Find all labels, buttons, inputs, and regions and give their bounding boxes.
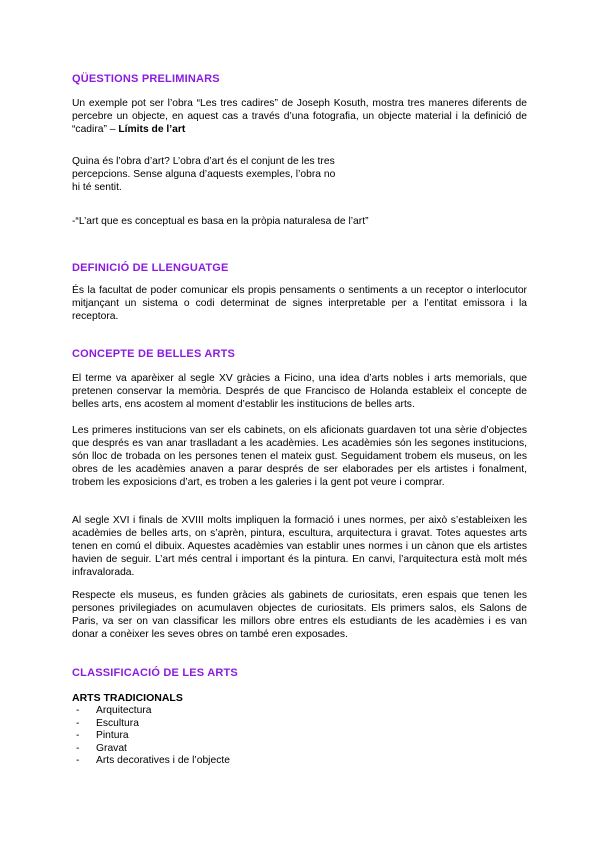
list-item	[72, 743, 230, 756]
paragraph-segle-xvi: Al segle XVI i finals de XVIII molts impliquen la formació i unes normes, per això s’estableixen les acadèmies de belles arts, on s’aprèn, pintura, escultura, arquitectura i gravat. Totes aquestes arts tenen en comú el dibuix. Aquestes acadèmies van establir unes normes i un cànon que els artistes havien de seguir. L’art més central i important és la pintura. En canvi, l’arquitectura està molt més infravalorada.	[72, 515, 527, 578]
list-item-label: Gravat	[96, 742, 127, 754]
paragraph-kosuth	[72, 98, 527, 137]
heading-concepte-belles-arts: CONCEPTE DE BELLES ARTS	[72, 348, 236, 360]
heading-definicio-llenguatge: DEFINICIÓ DE LLENGUATGE	[72, 262, 229, 274]
list-dash: -	[76, 705, 80, 716]
list-item	[72, 755, 230, 768]
list-item	[72, 718, 230, 731]
list-item-label: Arquitectura	[96, 705, 152, 716]
list-dash: -	[76, 717, 80, 729]
paragraph-quote: -“L’art que es conceptual es basa en la pròpia naturalesa de l’art”	[72, 216, 369, 227]
heading-questions-preliminars: QÜESTIONS PRELIMINARS	[72, 73, 220, 85]
list-dash: -	[76, 730, 80, 742]
list-dash: -	[76, 755, 80, 767]
list-item	[72, 730, 230, 743]
heading-classificacio-arts: CLASSIFICACIÓ DE LES ARTS	[72, 667, 238, 679]
arts-tradicionals-list	[72, 705, 230, 768]
paragraph-llenguatge: És la facultat de poder comunicar els propis pensaments o sentiments a un receptor o interlocutor mitjançant un sistema o codi determinat de signes interpretable per a l’entitat emissora i la receptora.	[72, 285, 527, 322]
limits-art-bold: Límits de l’art	[118, 123, 186, 135]
subheading-arts-tradicionals: ARTS TRADICIONALS	[72, 692, 183, 704]
list-dash: -	[76, 742, 80, 754]
list-item-label: Arts decoratives i de l’objecte	[96, 755, 230, 767]
list-item-label: Pintura	[96, 730, 129, 742]
paragraph-segle-xv: El terme va aparèixer al segle XV gràcies a Ficino, una idea d’arts nobles i arts memorials, que pretenen conservar la memòria. Després de que Francisco de Holanda estableix el concepte de belles arts, ens acostem al moment d’establir les institucions de belles arts.	[72, 373, 527, 410]
paragraph-kosuth-text: Un exemple pot ser l’obra “Les tres cadires” de Joseph Kosuth, mostra tres maneres diferents de percebre un objecte, en aquest cas a través d’una fotografia, un objecte material i la definició de “cadira” –	[72, 98, 527, 135]
list-item	[72, 705, 230, 718]
paragraph-obra-art: Quina és l’obra d’art? L’obra d’art és el conjunt de les tres percepcions. Sense alguna d’aquests exemples, l’obra no hi té sentit.	[72, 156, 336, 193]
list-item-label: Escultura	[96, 717, 139, 729]
paragraph-institucions: Les primeres institucions van ser els cabinets, on els aficionats guardaven tot una sèrie d’objectes que després es van anar traslladant a les acadèmies. Les acadèmies són les segones institucions, són lloc de trobada on les persones tenen el mateix gust. Seguidament trobem els museus, on les obres de les acadèmies anaven a parar després de ser elaborades per els artistes i fonalment, trobem les exposicions d’art, es troben a les galeries i la gent pot veure i comprar.	[72, 425, 527, 488]
paragraph-museus: Respecte els museus, es funden gràcies als gabinets de curiositats, eren espais que tenen les persones privilegiades on acumulaven objectes de curiositats. Els primers salos, els Salons de Paris, va ser on van classificar les millors obre entres els estudiants de les acadèmies i es van donar a conèixer les seves obres on també eren exposades.	[72, 590, 527, 640]
